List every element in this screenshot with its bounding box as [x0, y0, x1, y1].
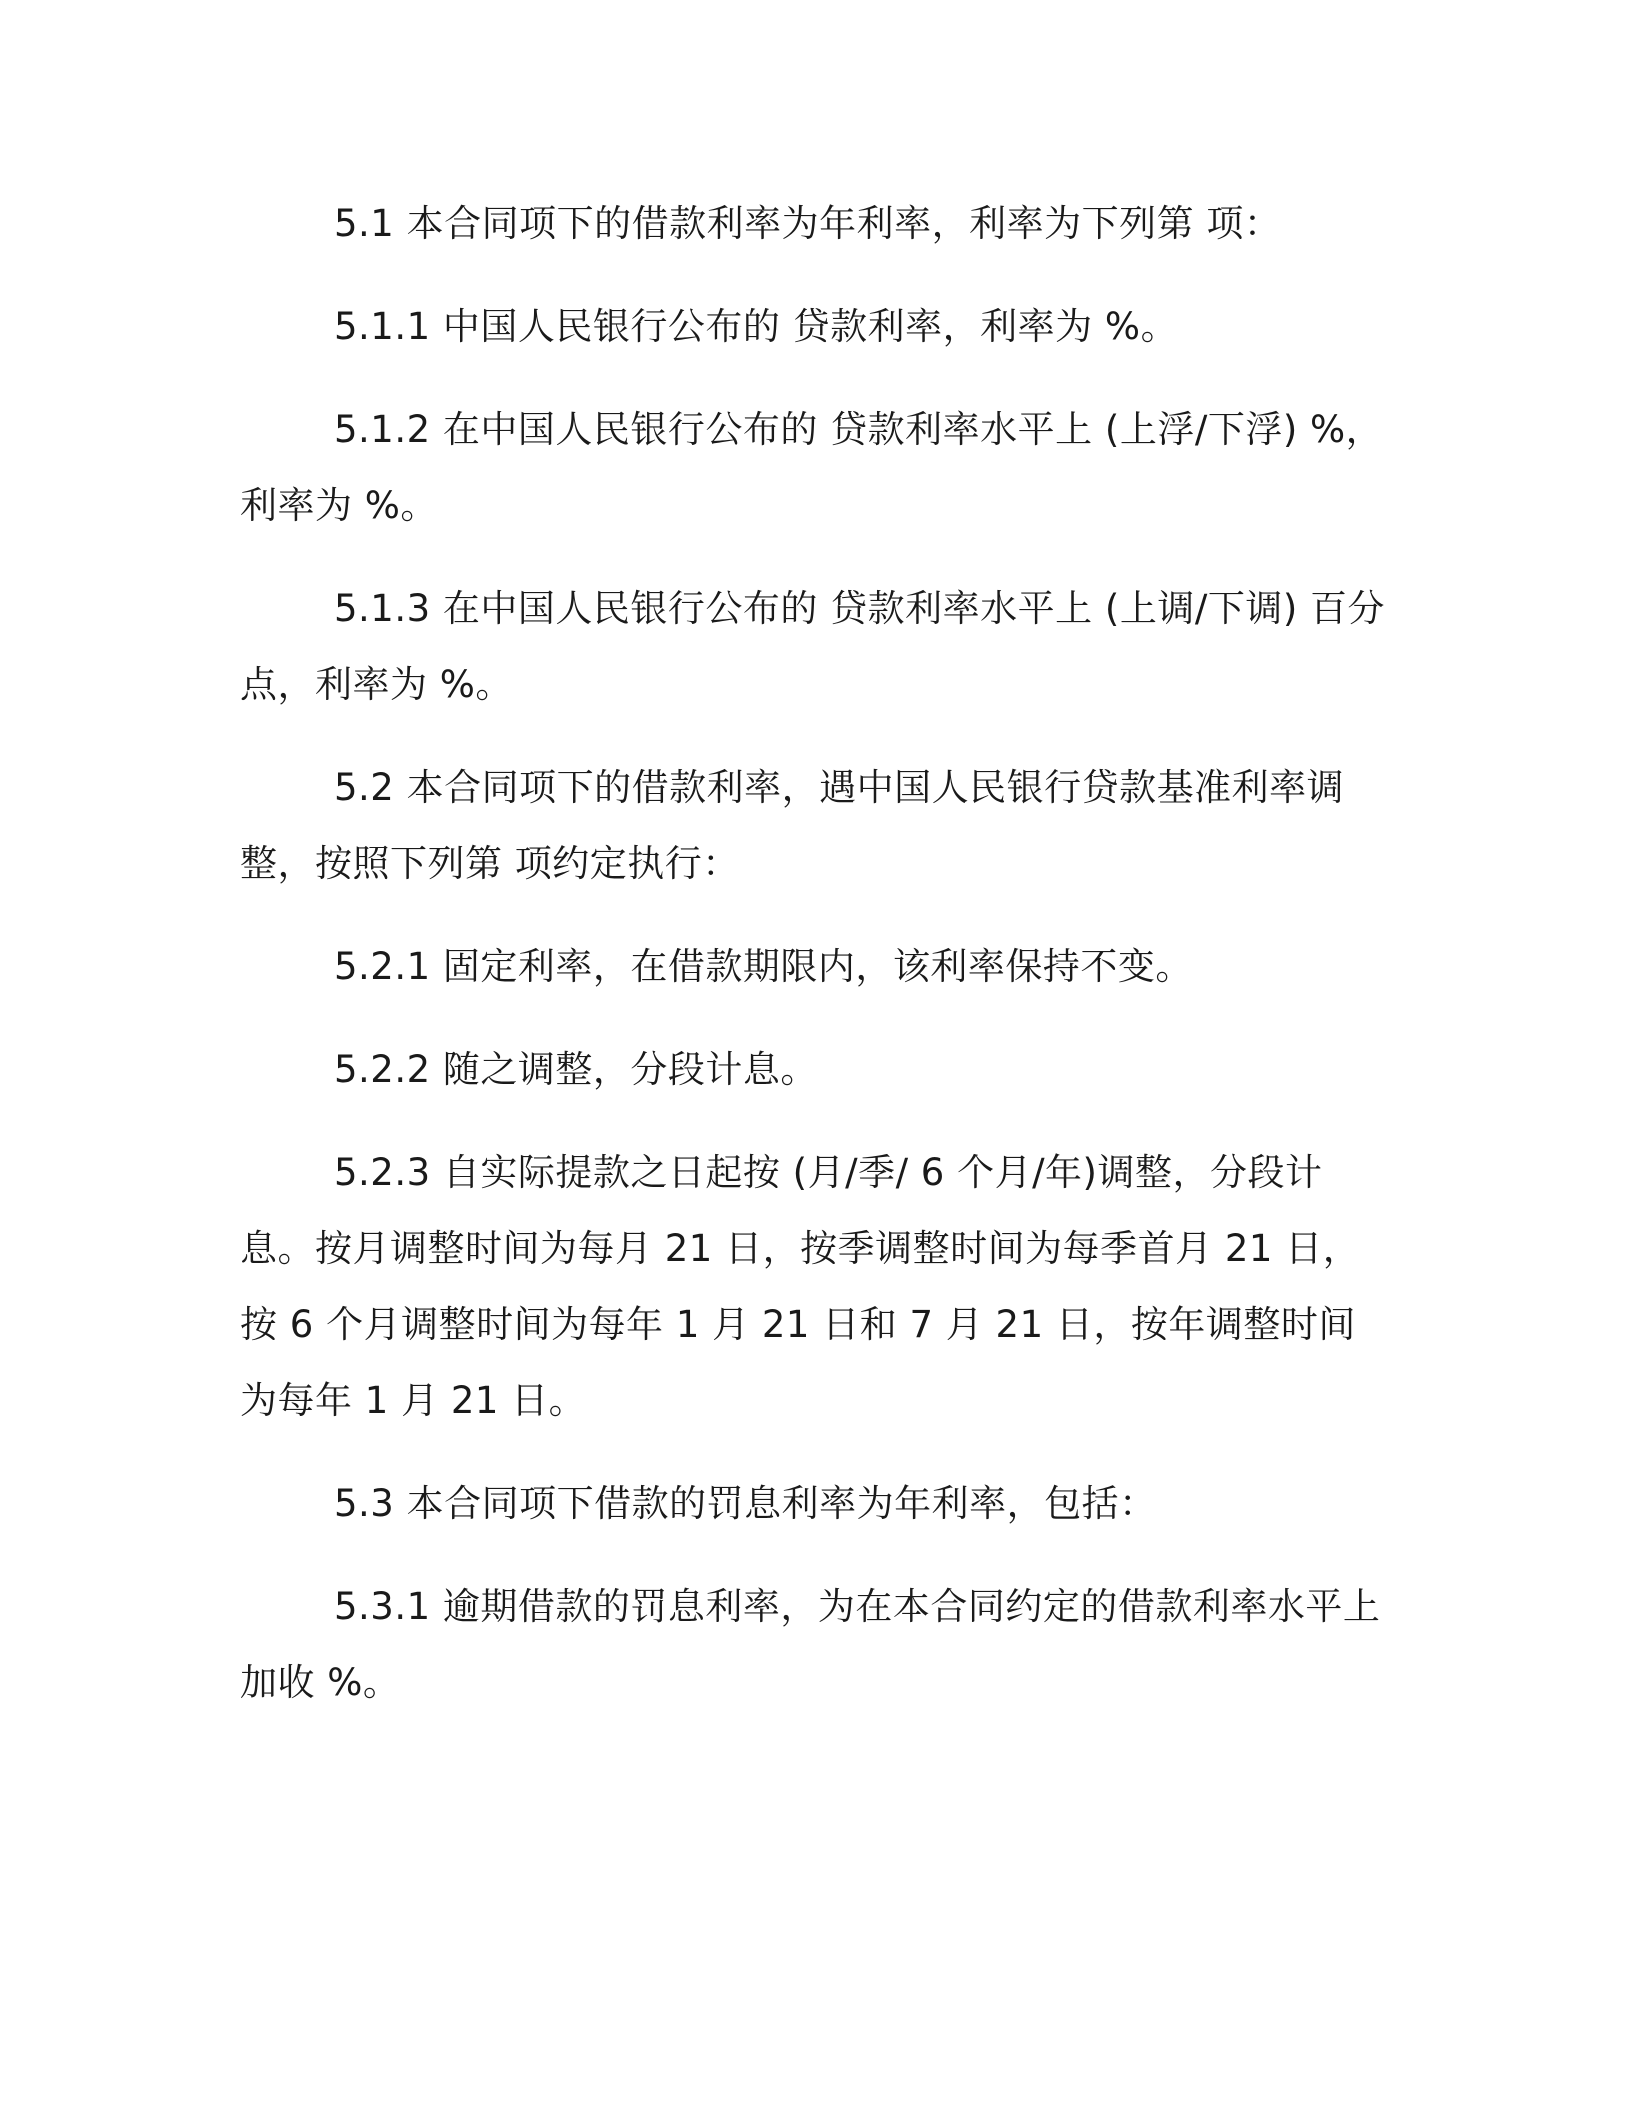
clause-5-2-3: 5.2.3 自实际提款之日起按 (月/季/ 6 个月/年)调整，分段计息。按月调整时间为每月 21 日，按季调整时间为每季首月 21 日，按 6 个月调整时间为每年 1 月 21 日和 7 月 21 日，按年调整时间为每年 1 月 21 日。 [240, 1151, 1361, 1422]
clause-5-2-1: 5.2.1 固定利率，在借款期限内，该利率保持不变。 [334, 945, 1193, 988]
clause-5-2-2: 5.2.2 随之调整，分段计息。 [334, 1048, 818, 1091]
clause-5-3: 5.3 本合同项下借款的罚息利率为年利率，包括： [334, 1482, 1157, 1525]
clause-5-1-3: 5.1.3 在中国人民银行公布的 贷款利率水平上 (上调/下调) 百分点，利率为 %。 [240, 587, 1386, 706]
document-page [240, 186, 1390, 1721]
clause-5-1-2: 5.1.2 在中国人民银行公布的 贷款利率水平上 (上浮/下浮) %，利率为 %。 [240, 408, 1384, 527]
clause-5-2: 5.2 本合同项下的借款利率，遇中国人民银行贷款基准利率调整，按照下列第 项约定执行： [240, 766, 1345, 885]
clause-5-1: 5.1 本合同项下的借款利率为年利率，利率为下列第 项： [334, 202, 1282, 245]
clause-5-1-1: 5.1.1 中国人民银行公布的 贷款利率，利率为 %。 [334, 305, 1179, 348]
clause-5-3-1: 5.3.1 逾期借款的罚息利率，为在本合同约定的借款利率水平上加收 %。 [240, 1585, 1381, 1704]
